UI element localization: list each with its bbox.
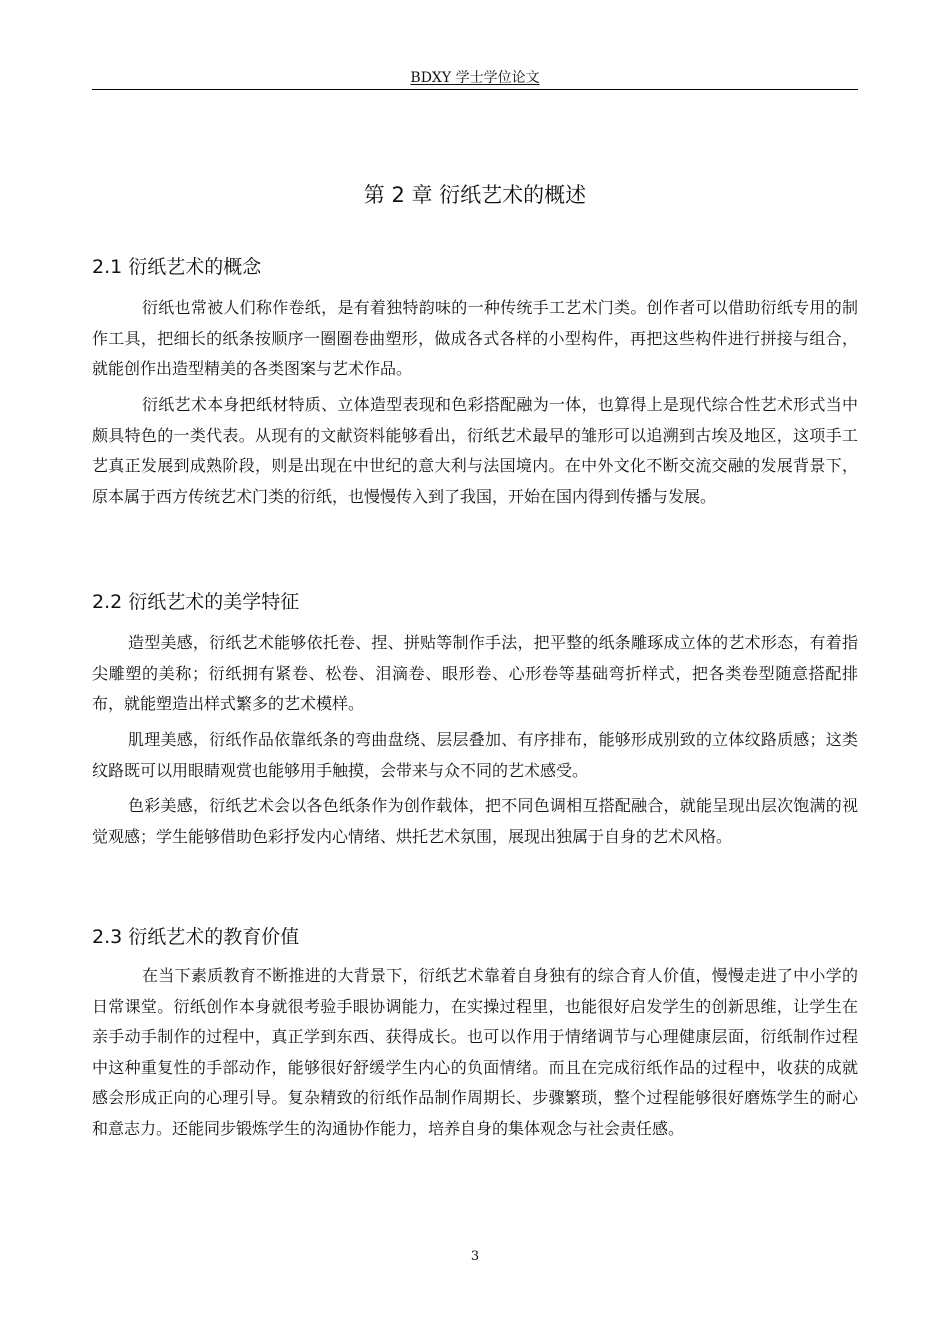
page-number: 3 bbox=[470, 1249, 480, 1264]
running-header-text: BDXY 学士学位论文 bbox=[410, 70, 540, 86]
paragraph-concept-2: 衍纸艺术本身把纸材特质、立体造型表现和色彩搭配融为一体，也算得上是现代综合性艺术形式当中颇具特色的一类代表。从现有的文献资料能够看出，衍纸艺术最早的雏形可以追溯到古埃及地区，这项手工艺真正发展到成熟阶段，则是出现在中世纪的意大利与法国境内。在中外文化不断交流交融的发展背景下，原本属于西方传统艺术门类的衍纸，也慢慢传入到了我国，开始在国内得到传播与发展。 bbox=[92, 395, 858, 506]
header-rule bbox=[92, 89, 858, 90]
paragraph-aesthetics-1: 造型美感，衍纸艺术能够依托卷、捏、拼贴等制作手法，把平整的纸条雕琢成立体的艺术形态，有着指尖雕塑的美称；衍纸拥有紧卷、松卷、泪滴卷、眼形卷、心形卷等基础弯折样式，把各类卷型随意搭配排布，就能塑造出样式繁多的艺术模样。 bbox=[92, 633, 858, 713]
section-title-2-3: 2.3 衍纸艺术的教育价值 bbox=[92, 926, 300, 948]
section-title-2-1: 2.1 衍纸艺术的概念 bbox=[92, 256, 262, 278]
paragraph-aesthetics-2: 肌理美感，衍纸作品依靠纸条的弯曲盘绕、层层叠加、有序排布，能够形成别致的立体纹路质感；这类纹路既可以用眼睛观赏也能够用手触摸，会带来与众不同的艺术感受。 bbox=[92, 730, 858, 780]
paragraph-education: 在当下素质教育不断推进的大背景下，衍纸艺术靠着自身独有的综合育人价值，慢慢走进了中小学的日常课堂。衍纸创作本身就很考验手眼协调能力，在实操过程里，也能很好启发学生的创新思维，让学生在亲手动手制作的过程中，真正学到东西、获得成长。也可以作用于情绪调节与心理健康层面，衍纸制作过程中这种重复性的手部动作，能够很好舒缓学生内心的负面情绪。而且在完成衍纸作品的过程中，收获的成就感会形成正向的心理引导。复杂精致的衍纸作品制作周期长、步骤繁琐，整个过程能够很好磨炼学生的耐心和意志力。还能同步锻炼学生的沟通协作能力，培养自身的集体观念与社会责任感。 bbox=[92, 966, 858, 1138]
paragraph-aesthetics-3: 色彩美感，衍纸艺术会以各色纸条作为创作载体，把不同色调相互搭配融合，就能呈现出层次饱满的视觉观感；学生能够借助色彩抒发内心情绪、烘托艺术氛围，展现出独属于自身的艺术风格。 bbox=[92, 796, 858, 846]
paragraph-concept-1: 衍纸也常被人们称作卷纸，是有着独特韵味的一种传统手工艺术门类。创作者可以借助衍纸专用的制作工具，把细长的纸条按顺序一圈圈卷曲塑形，做成各式各样的小型构件，再把这些构件进行拼接与组合，就能创作出造型精美的各类图案与艺术作品。 bbox=[92, 298, 858, 378]
chapter-title: 第 2 章 衍纸艺术的概述 bbox=[363, 183, 587, 207]
running-header bbox=[0, 69, 950, 87]
section-title-2-2: 2.2 衍纸艺术的美学特征 bbox=[92, 591, 300, 613]
